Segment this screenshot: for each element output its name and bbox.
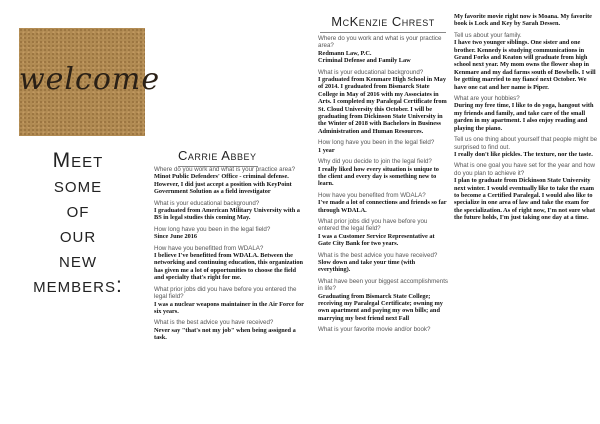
member-name: Carrie Abbey	[178, 148, 257, 163]
question: Tell us one thing about yourself that people might be surprised to find out.	[454, 136, 598, 151]
answer: During my free time, I like to do yoga, hangout with my friends and family, and take care of the small garden in my apartment. I also enjoy reading and playing the piano.	[454, 102, 594, 132]
question: What have been your biggest accomplishments in life?	[318, 277, 449, 293]
meet-line: our	[59, 224, 97, 247]
question: Why did you decide to join the legal field?	[318, 158, 432, 166]
answer: I graduated from Kenmare High School in May of 2014. I graduated from Bismarck State College in May of 2016 with my Associates in Arts. I completed my Paralegal Certificate from St. Cloud University this October. I will be graduating from Dickinson State University in the Winter of 2018 with Bachelors in Business Administration and Human Resources.	[318, 76, 447, 135]
answer: I really liked how every situation is unique to the client and every day is something new to learn.	[318, 165, 439, 188]
intro-column	[0, 0, 161, 424]
question: What is the best advice you have received?	[318, 251, 438, 259]
question: How have you benefitted from WDALA?	[154, 244, 264, 252]
question: What is your favorite movie and/or book?	[318, 326, 431, 334]
question: What is one goal you have set for the year and how do you plan to achieve it?	[454, 162, 596, 177]
meet-line: Meet	[52, 149, 104, 172]
question: What prior jobs did you have before you entered the legal field?	[318, 217, 428, 233]
question: What is your educational background?	[318, 68, 424, 76]
question: What prior jobs did you have before you entered the legal field?	[154, 285, 297, 301]
mckenzie-continued-column	[452, 0, 600, 424]
question: What are your hobbies?	[454, 95, 520, 103]
question: Where do you work and what is your practice area?	[154, 166, 296, 173]
meet-heading	[0, 148, 156, 298]
answer: I believe I've benefitted from WDALA. Between the networking and continuing education, this organization has given me a lot of opportunities to choose the field and specialty that's right for me.	[154, 252, 304, 282]
question: What is your educational background?	[154, 199, 260, 207]
meet-line: members:	[33, 274, 123, 297]
question: How long have you been in the legal field?	[154, 225, 271, 233]
answer: Never say "that's not my job" when being assigned a task.	[154, 326, 296, 342]
question: How long have you been in the legal field?	[318, 139, 435, 147]
answer: I was a Customer Service Representative at Gate City Bank for two years.	[318, 232, 435, 248]
question: Tell us about your family.	[454, 31, 522, 39]
question: How have you benefited from WDALA?	[318, 191, 426, 199]
question: Where do you work and what is your practice area?	[318, 35, 442, 50]
meet-line: some	[53, 174, 103, 197]
answer: I really don't like pickles. The texture, nor the taste.	[454, 150, 593, 158]
question: What is the best advice you have received?	[154, 319, 274, 327]
answer: 1 year	[318, 146, 335, 154]
answer: Slow down and take your time (with everything).	[318, 258, 416, 274]
mckenzie-column	[314, 0, 450, 424]
meet-line: new	[59, 249, 97, 272]
answer: I have two younger siblings. One sister and one brother. Kennedy is studying communications in Grand Forks and Keaton will graduate from high school next year. My mom owns the flower shop in Kenmare and my dad farms south of Bowbells. I will be getting married to my fiancé next October. We have one cat and her name is Piper.	[454, 39, 596, 91]
welcome-mat-text: welcome	[19, 62, 161, 97]
answer: Graduating from Bismarck State College; receiving my Paralegal Certificate; owning my own apartment and paying my own bills; and marrying my best friend next Fall	[318, 292, 443, 322]
answer: My favorite movie right now is Moana. My favorite book is Lock and Key by Sarah Dessen.	[454, 13, 592, 28]
answer: Redmann Law, P.C. Criminal Defense and Family Law	[318, 49, 411, 65]
answer: I've made a lot of connections and friends so far through WDALA.	[318, 199, 447, 214]
answer: I was a nuclear weapons maintainer in the Air Force for six years.	[154, 300, 304, 315]
welcome-mat-image	[19, 28, 161, 136]
mckenzie-qa-list	[318, 31, 448, 334]
meet-line: of	[66, 199, 90, 222]
answer: I graduated from American Military University with a BS in legal studies this coming May.	[154, 207, 300, 222]
answer: I plan to graduate from Dickinson State University next winter. I would eventually like to take the exam to become a Certified Paralegal. I would also like to specialize in one area of law and take the exam for the specialization. As of right now, I'm not sure what the future holds, I'm just taking one day at a time.	[454, 177, 596, 222]
answer: Minot Public Defenders' Office - criminal defense. However, I did just accept a position with KeyPoint Government Solution as a field investigator	[154, 173, 292, 196]
member-name: McKenzie Chrest	[331, 14, 435, 29]
carrie-column	[152, 0, 310, 424]
mckenzie-continued-qa	[454, 13, 598, 222]
carrie-qa-list	[154, 162, 306, 342]
answer: Since June 2016	[154, 233, 198, 241]
